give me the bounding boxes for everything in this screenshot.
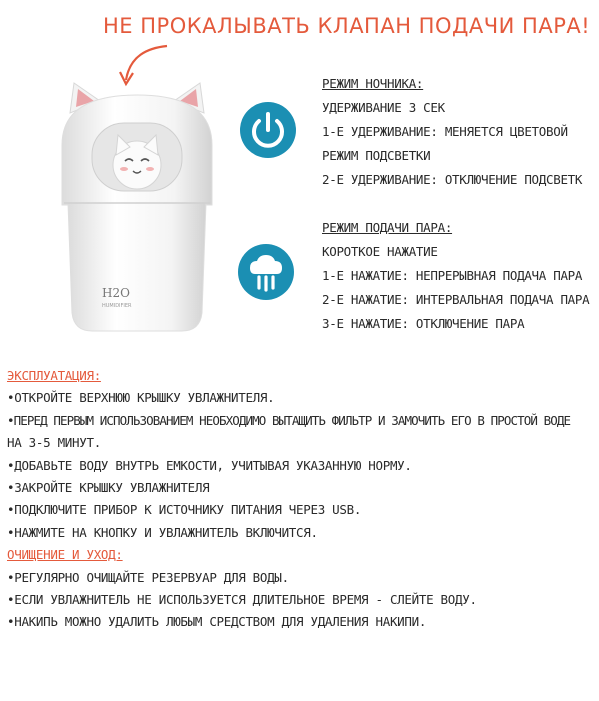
steam-mode-line: 1-Е НАЖАТИЕ: НЕПРЕРЫВНАЯ ПОДАЧА ПАРА: [322, 268, 583, 283]
steam-mode-block: [322, 216, 589, 336]
operation-line: •ЗАКРОЙТЕ КРЫШКУ УВЛАЖНИТЕЛЯ: [7, 480, 210, 496]
device-label: H2O: [102, 286, 130, 300]
warning-text: НЕ ПРОКАЛЫВАТЬ КЛАПАН ПОДАЧИ ПАРА!: [103, 14, 591, 38]
night-mode-line: 1-Е УДЕРЖИВАНИЕ: МЕНЯЕТСЯ ЦВЕТОВОЙ: [322, 124, 568, 139]
humidifier-image: [52, 75, 222, 345]
steam-mode-line: 3-Е НАЖАТИЕ: ОТКЛЮЧЕНИЕ ПАРА: [322, 316, 525, 331]
steam-mode-line: КОРОТКОЕ НАЖАТИЕ: [322, 244, 438, 259]
night-mode-heading: РЕЖИМ НОЧНИКА:: [322, 76, 424, 91]
operation-line: •ДОБАВЬТЕ ВОДУ ВНУТРЬ ЕМКОСТИ, УЧИТЫВАЯ УКАЗАННУЮ НОРМУ.: [7, 457, 412, 473]
operation-line: НА 3-5 МИНУТ.: [7, 435, 101, 451]
operation-line: •НАЖМИТЕ НА КНОПКУ И УВЛАЖНИТЕЛЬ ВКЛЮЧИТСЯ.: [7, 524, 318, 540]
operation-heading: ЭКСПЛУАТАЦИЯ:: [7, 368, 101, 383]
night-mode-line: УДЕРЖИВАНИЕ 3 СЕК: [322, 100, 445, 115]
instructions: [7, 365, 597, 634]
night-mode-line: РЕЖИМ ПОДСВЕТКИ: [322, 148, 431, 163]
power-icon: [240, 102, 296, 158]
device-sublabel: HUMIDIFIER: [102, 303, 132, 309]
cleaning-line: •ЕСЛИ УВЛАЖНИТЕЛЬ НЕ ИСПОЛЬЗУЕТСЯ ДЛИТЕЛЬНОЕ ВРЕМЯ - СЛЕЙТЕ ВОДУ.: [7, 592, 477, 608]
operation-line: •ПЕРЕД ПЕРВЫМ ИСПОЛЬЗОВАНИЕМ НЕОБХОДИМО ВЫТАЩИТЬ ФИЛЬТР И ЗАМОЧИТЬ ЕГО В ПРОСТОЙ ВОДЕ: [7, 412, 571, 428]
night-mode-block: [322, 72, 582, 192]
cleaning-line: •РЕГУЛЯРНО ОЧИЩАЙТЕ РЕЗЕРВУАР ДЛЯ ВОДЫ.: [7, 569, 289, 585]
cleaning-line: •НАКИПЬ МОЖНО УДАЛИТЬ ЛЮБЫМ СРЕДСТВОМ ДЛЯ УДАЛЕНИЯ НАКИПИ.: [7, 614, 427, 630]
steam-mode-heading: РЕЖИМ ПОДАЧИ ПАРА:: [322, 220, 453, 235]
night-mode-line: 2-Е УДЕРЖИВАНИЕ: ОТКЛЮЧЕНИЕ ПОДСВЕТК: [322, 172, 583, 187]
cleaning-heading: ОЧИЩЕНИЕ И УХОД:: [7, 547, 123, 563]
steam-icon: [238, 244, 294, 300]
operation-line: •ОТКРОЙТЕ ВЕРХНЮЮ КРЫШКУ УВЛАЖНИТЕЛЯ.: [7, 390, 275, 406]
steam-mode-line: 2-Е НАЖАТИЕ: ИНТЕРВАЛЬНАЯ ПОДАЧА ПАРА: [322, 292, 590, 307]
operation-line: •ПОДКЛЮЧИТЕ ПРИБОР К ИСТОЧНИКУ ПИТАНИЯ ЧЕРЕЗ USB.: [7, 502, 362, 518]
